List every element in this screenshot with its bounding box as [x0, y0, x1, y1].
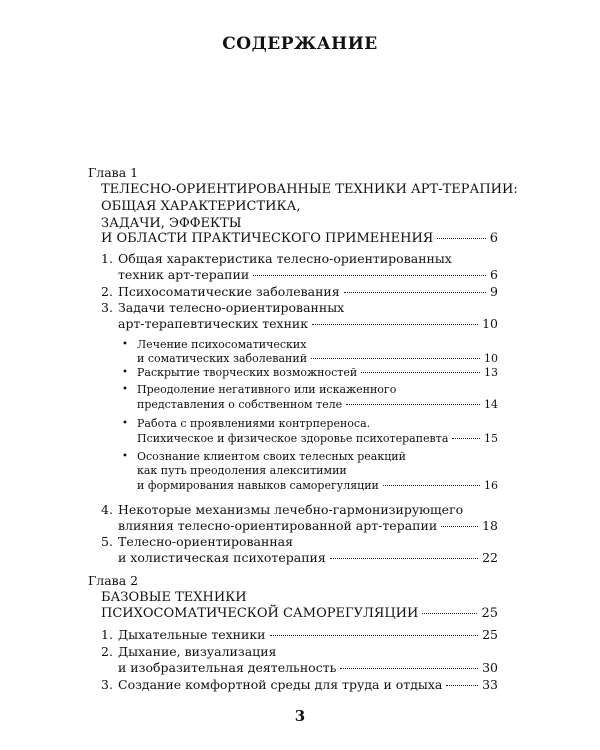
- ch2-item-3-line-1: Создание комфортной среды для труда и отдыха: [118, 677, 443, 692]
- item-1-line-1: Общая характеристика телесно-ориентированных: [118, 251, 452, 266]
- subitem-1-line-1: Лечение психосоматических: [137, 338, 307, 351]
- subitem-4-page: 15: [484, 432, 498, 445]
- subitem-2-page: 13: [484, 366, 498, 379]
- subitem-1-line-2: и соматических заболеваний: [137, 352, 308, 365]
- subitem-3-line-2: представления о собственном теле: [137, 398, 343, 411]
- item-2-line-1: Психосоматические заболевания: [118, 284, 340, 299]
- chapter-1-heading-line-2: ОБЩАЯ ХАРАКТЕРИСТИКА,: [101, 199, 301, 214]
- subitem-5-line-3: и формирования навыков саморегуляции: [137, 479, 379, 492]
- item-2-number: 2.: [101, 284, 113, 299]
- chapter-2-heading-line-2: ПСИХОСОМАТИЧЕСКОЙ САМОРЕГУЛЯЦИИ: [101, 606, 419, 621]
- chapter-1-label: Глава 1: [88, 165, 139, 180]
- subitem-3-line-1: Преодоление негативного или искаженного: [137, 383, 397, 396]
- ch2-item-1-page: 25: [482, 627, 498, 642]
- leader-dots: [344, 292, 486, 293]
- bullet-icon: •: [122, 367, 128, 378]
- leader-dots: [361, 372, 480, 373]
- subitem-4-row[interactable]: [137, 431, 498, 446]
- bullet-icon: •: [122, 451, 128, 462]
- leader-dots: [441, 526, 478, 527]
- subitem-1-page: 10: [484, 352, 498, 365]
- item-1-page: 6: [490, 267, 498, 282]
- item-5-line-1: Телесно-ориентированная: [118, 534, 294, 549]
- ch2-item-2-line-1: Дыхание, визуализация: [118, 644, 277, 659]
- leader-dots: [340, 668, 478, 669]
- chapter-2-heading-line-1: БАЗОВЫЕ ТЕХНИКИ: [101, 590, 247, 605]
- leader-dots: [452, 438, 480, 439]
- chapter-1-heading-line-3: ЗАДАЧИ, ЭФФЕКТЫ: [101, 216, 242, 231]
- bullet-icon: •: [122, 339, 128, 350]
- leader-dots: [253, 275, 486, 276]
- item-5-number: 5.: [101, 534, 113, 549]
- ch2-item-2-number: 2.: [101, 644, 113, 659]
- chapter-2-heading-row[interactable]: [101, 605, 498, 623]
- item-3-line-2: арт-терапевтических техник: [118, 316, 309, 331]
- ch2-item-2-page: 30: [482, 660, 498, 675]
- item-4-line-1: Некоторые механизмы лечебно-гармонизирующего: [118, 502, 464, 517]
- ch2-item-3-row[interactable]: [118, 676, 498, 694]
- item-3-page: 10: [482, 316, 498, 331]
- item-5-page: 22: [482, 550, 498, 565]
- ch2-item-1-number: 1.: [101, 627, 113, 642]
- chapter-1-heading-line-4: И ОБЛАСТИ ПРАКТИЧЕСКОГО ПРИМЕНЕНИЯ: [101, 231, 434, 246]
- item-3-number: 3.: [101, 300, 113, 315]
- ch2-item-3-page: 33: [482, 677, 498, 692]
- ch2-item-1-row[interactable]: [118, 626, 498, 644]
- bullet-icon: •: [122, 418, 128, 429]
- item-4-line-2: влияния телесно-ориентированной арт-терапии: [118, 518, 438, 533]
- leader-dots: [312, 324, 478, 325]
- subitem-5-line-2: как путь преодоления алекситимии: [137, 464, 347, 477]
- leader-dots: [311, 358, 480, 359]
- item-3-row[interactable]: [118, 315, 498, 333]
- item-1-row[interactable]: [118, 266, 498, 284]
- ch2-item-2-line-2: и изобразительная деятельность: [118, 660, 337, 675]
- chapter-2-page: 25: [481, 606, 498, 621]
- subitem-3-page: 14: [484, 398, 498, 411]
- ch2-item-1-line-1: Дыхательные техники: [118, 627, 266, 642]
- page-number: 3: [294, 707, 306, 725]
- chapter-1-heading-line-1: ТЕЛЕСНО-ОРИЕНТИРОВАННЫЕ ТЕХНИКИ АРТ-ТЕРАПИИ:: [101, 182, 518, 197]
- leader-dots: [270, 635, 479, 636]
- subitem-3-row[interactable]: [137, 397, 498, 412]
- ch2-item-3-number: 3.: [101, 677, 113, 692]
- subitem-1-row[interactable]: [137, 351, 498, 366]
- page-title: СОДЕРЖАНИЕ: [222, 34, 378, 54]
- item-2-page: 9: [490, 284, 498, 299]
- item-1-number: 1.: [101, 251, 113, 266]
- chapter-2-label: Глава 2: [88, 573, 139, 588]
- item-5-line-2: и холистическая психотерапия: [118, 550, 326, 565]
- leader-dots: [383, 485, 480, 486]
- item-4-page: 18: [482, 518, 498, 533]
- subitem-5-page: 16: [484, 479, 498, 492]
- leader-dots: [346, 404, 480, 405]
- item-3-line-1: Задачи телесно-ориентированных: [118, 300, 345, 315]
- chapter-1-page: 6: [489, 231, 498, 246]
- item-4-number: 4.: [101, 502, 113, 517]
- subitem-2-line-1: Раскрытие творческих возможностей: [137, 366, 358, 379]
- subitem-2-row[interactable]: [137, 365, 498, 380]
- leader-dots: [437, 238, 485, 239]
- subitem-4-line-1: Работа с проявлениями контрпереноса.: [137, 417, 371, 430]
- leader-dots: [330, 558, 478, 559]
- leader-dots: [422, 613, 477, 614]
- subitem-5-row[interactable]: [137, 478, 498, 493]
- subitem-5-line-1: Осознание клиентом своих телесных реакций: [137, 450, 406, 463]
- ch2-item-2-row[interactable]: [118, 659, 498, 677]
- item-1-line-2: техник арт-терапии: [118, 267, 250, 282]
- chapter-1-heading-row[interactable]: [101, 230, 498, 248]
- subitem-4-line-2: Психическое и физическое здоровье психотерапевта: [137, 432, 449, 445]
- item-5-row[interactable]: [118, 549, 498, 567]
- bullet-icon: •: [122, 384, 128, 395]
- leader-dots: [446, 685, 478, 686]
